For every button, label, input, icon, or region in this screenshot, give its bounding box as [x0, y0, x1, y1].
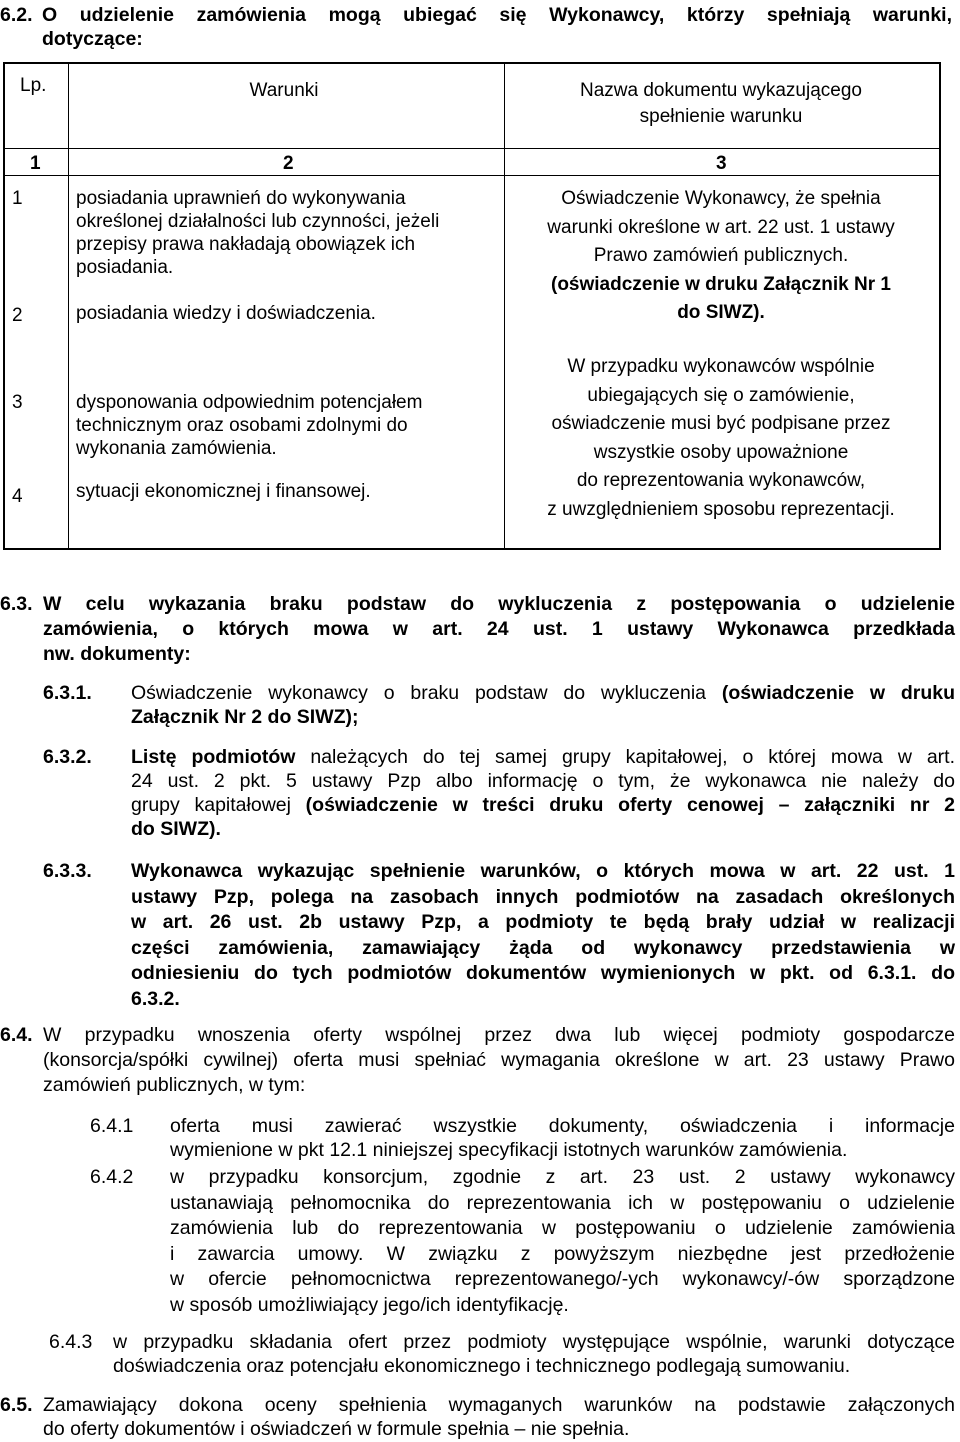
text-line: dotyczące:	[42, 28, 143, 50]
cell-line: posiadania wiedzy i doświadczenia.	[76, 303, 376, 324]
text-span: (oświadczenie w treści druku oferty cenowej – załączniki nr 2	[305, 794, 955, 816]
header-lp: Lp.	[20, 75, 47, 96]
section-intro	[43, 1023, 955, 1098]
item-number: 6.4.3	[49, 1331, 93, 1353]
text-line: (konsorcja/spółki cywilnej) oferta musi spełniać wymagania określone w art. 23 ustawy Prawo	[43, 1049, 955, 1071]
item-number: 6.3.1.	[43, 682, 92, 704]
list-item	[170, 1114, 955, 1162]
cell-line: posiadania uprawnień do wykonywania	[76, 188, 406, 209]
text-line: 6.3.2.	[131, 987, 180, 1010]
text-line: Zamawiający dokona oceny spełnienia wymaganych warunków na podstawie załączonych	[43, 1394, 955, 1416]
cell-line: wykonania zamówienia.	[76, 438, 277, 459]
item-number: 6.3.2.	[43, 746, 92, 768]
text-line: oferta musi zawierać wszystkie dokumenty, oświadczenia i informacje	[170, 1115, 955, 1137]
text-line: O udzielenie zamówienia mogą ubiegać się Wykonawcy, którzy spełniają warunki,	[42, 4, 952, 26]
text-span: grupy kapitałowej	[131, 794, 306, 816]
cell-line: wszystkie osoby upoważnione	[593, 441, 849, 463]
cell-line: Oświadczenie Wykonawcy, że spełnia	[561, 188, 881, 209]
text-line: ustanawiają pełnomocnika do reprezentowania ich w postępowaniu o udzielenie	[170, 1191, 955, 1214]
cell-line: W przypadku wykonawców wspólnie	[567, 356, 875, 377]
column-number: 1	[30, 153, 41, 174]
cell-line: (oświadczenie w druku Załącznik Nr 1	[551, 273, 891, 295]
section-intro	[43, 592, 955, 666]
header-dokument	[503, 79, 939, 128]
list-item	[131, 745, 955, 841]
text-line: 24 ust. 2 pkt. 5 ustawy Pzp albo informację o tym, że wykonawca nie należy do	[131, 770, 955, 792]
text-line: w art. 26 ust. 2b ustawy Pzp, a podmioty te będą brały udział w realizacji	[131, 911, 955, 933]
cell-line: technicznym oraz osobami zdolnymi do	[76, 415, 408, 436]
cell-line: do reprezentowania wykonawców,	[576, 470, 866, 491]
row-number: 1	[12, 188, 23, 209]
cell-line: ubiegających się o zamówienie,	[587, 384, 855, 406]
text-span: należących do tej samej grupy kapitałowej, o której mowa w art.	[295, 746, 956, 768]
list-item	[170, 1165, 955, 1318]
section-number: 6.5.	[0, 1394, 33, 1416]
text-line: Wykonawca wykazując spełnienie warunków, o których mowa w art. 22 ust. 1	[131, 860, 955, 882]
text-span: Listę podmiotów	[131, 746, 296, 768]
header-text: spełnienie warunku	[639, 106, 803, 127]
row-number: 2	[12, 305, 23, 326]
cell-line: warunki określone w art. 22 ust. 1 ustawy	[547, 216, 895, 238]
text-line: zamówienia lub do reprezentowania w postępowaniu o udzielenie zamówienia	[170, 1217, 955, 1239]
text-line: odniesieniu do tych podmiotów dokumentów wymienionych w pkt. od 6.3.1. do	[131, 962, 955, 984]
text-line: i zawarcia umowy. W związku z powyższym niezbędne jest przedłożenie	[170, 1242, 955, 1265]
text-line: w sposób umożliwiający jego/ich identyfikację.	[170, 1293, 569, 1316]
list-item	[113, 1330, 955, 1378]
text-line: części zamówienia, zamawiający żąda od wykonawcy przedstawienia w	[131, 936, 955, 959]
list-item	[131, 681, 955, 729]
text-line: zamówień publicznych, w tym:	[43, 1074, 306, 1096]
row-number: 3	[12, 392, 23, 413]
cell-line: do SIWZ).	[677, 302, 765, 323]
cell-line: Prawo zamówień publicznych.	[593, 245, 849, 266]
text-line: doświadczenia oraz potencjału ekonomicznego i technicznego podlegają sumowaniu.	[113, 1355, 851, 1377]
section-number: 6.3.	[0, 593, 33, 615]
item-number: 6.4.2	[90, 1166, 134, 1188]
text-line: w przypadku konsorcjum, zgodnie z art. 23 ust. 2 ustawy wykonawcy	[170, 1166, 955, 1188]
text-line: Załącznik Nr 2 do SIWZ);	[131, 706, 359, 728]
cell-line: określonej działalności lub czynności, jeżeli	[76, 211, 440, 232]
text-span: (oświadczenie w druku	[721, 682, 955, 704]
header-warunki: Warunki	[249, 80, 319, 101]
table-divider	[5, 148, 939, 149]
text-line: w ofercie pełnomocnictwa reprezentowanego/-ych wykonawcy/-ów sporządzone	[170, 1268, 955, 1290]
cell-line: z uwzględnieniem sposobu reprezentacji.	[547, 498, 895, 520]
list-item	[131, 859, 955, 1012]
section-intro	[42, 3, 952, 51]
text-span: Oświadczenie wykonawcy o braku podstaw do wykluczenia	[131, 682, 722, 704]
column-number: 3	[716, 153, 727, 174]
text-line: W celu wykazania braku podstaw do wykluczenia z postępowania o udzielenie	[43, 593, 955, 615]
table-row	[76, 391, 422, 460]
table-row	[76, 480, 371, 503]
text-line: W przypadku wnoszenia oferty wspólnej przez dwa lub więcej podmioty gospodarcze	[43, 1024, 955, 1046]
item-number: 6.4.1	[90, 1115, 134, 1137]
cell-line: oświadczenie musi być podpisane przez	[551, 413, 891, 434]
row-number: 4	[12, 486, 23, 507]
section-body	[43, 1393, 955, 1441]
document-cell	[503, 185, 939, 328]
section-number: 6.4.	[0, 1024, 33, 1046]
cell-line: posiadania.	[76, 257, 174, 278]
table-row	[76, 302, 376, 325]
text-line: w przypadku składania ofert przez podmioty występujące wspólnie, warunki dotyczące	[113, 1331, 955, 1353]
text-line: wymienione w pkt 12.1 niniejszej specyfikacji istotnych warunków zamówienia.	[170, 1139, 848, 1161]
header-text: Nazwa dokumentu wykazującego	[580, 80, 862, 101]
text-line: nw. dokumenty:	[43, 643, 191, 665]
table-divider	[68, 197, 69, 550]
table-row	[76, 187, 439, 279]
item-number: 6.3.3.	[43, 860, 92, 882]
column-number: 2	[283, 153, 294, 174]
text-line: ustawy Pzp, polega na zasobach innych podmiotów na zasadach określonych	[131, 885, 955, 908]
text-line: do SIWZ).	[131, 818, 221, 840]
cell-line: dysponowania odpowiednim potencjałem	[76, 392, 423, 413]
cell-line: przepisy prawa nakładają obowiązek ich	[76, 234, 416, 255]
table-divider	[5, 175, 939, 176]
document-note	[503, 353, 939, 524]
cell-line: sytuacji ekonomicznej i finansowej.	[76, 481, 371, 502]
section-number: 6.2.	[0, 4, 33, 26]
text-line: do oferty dokumentów i oświadczeń w formule spełnia – nie spełnia.	[43, 1418, 630, 1440]
text-line: zamówienia, o których mowa w art. 24 ust. 1 ustawy Wykonawca przedkłada	[43, 618, 955, 640]
